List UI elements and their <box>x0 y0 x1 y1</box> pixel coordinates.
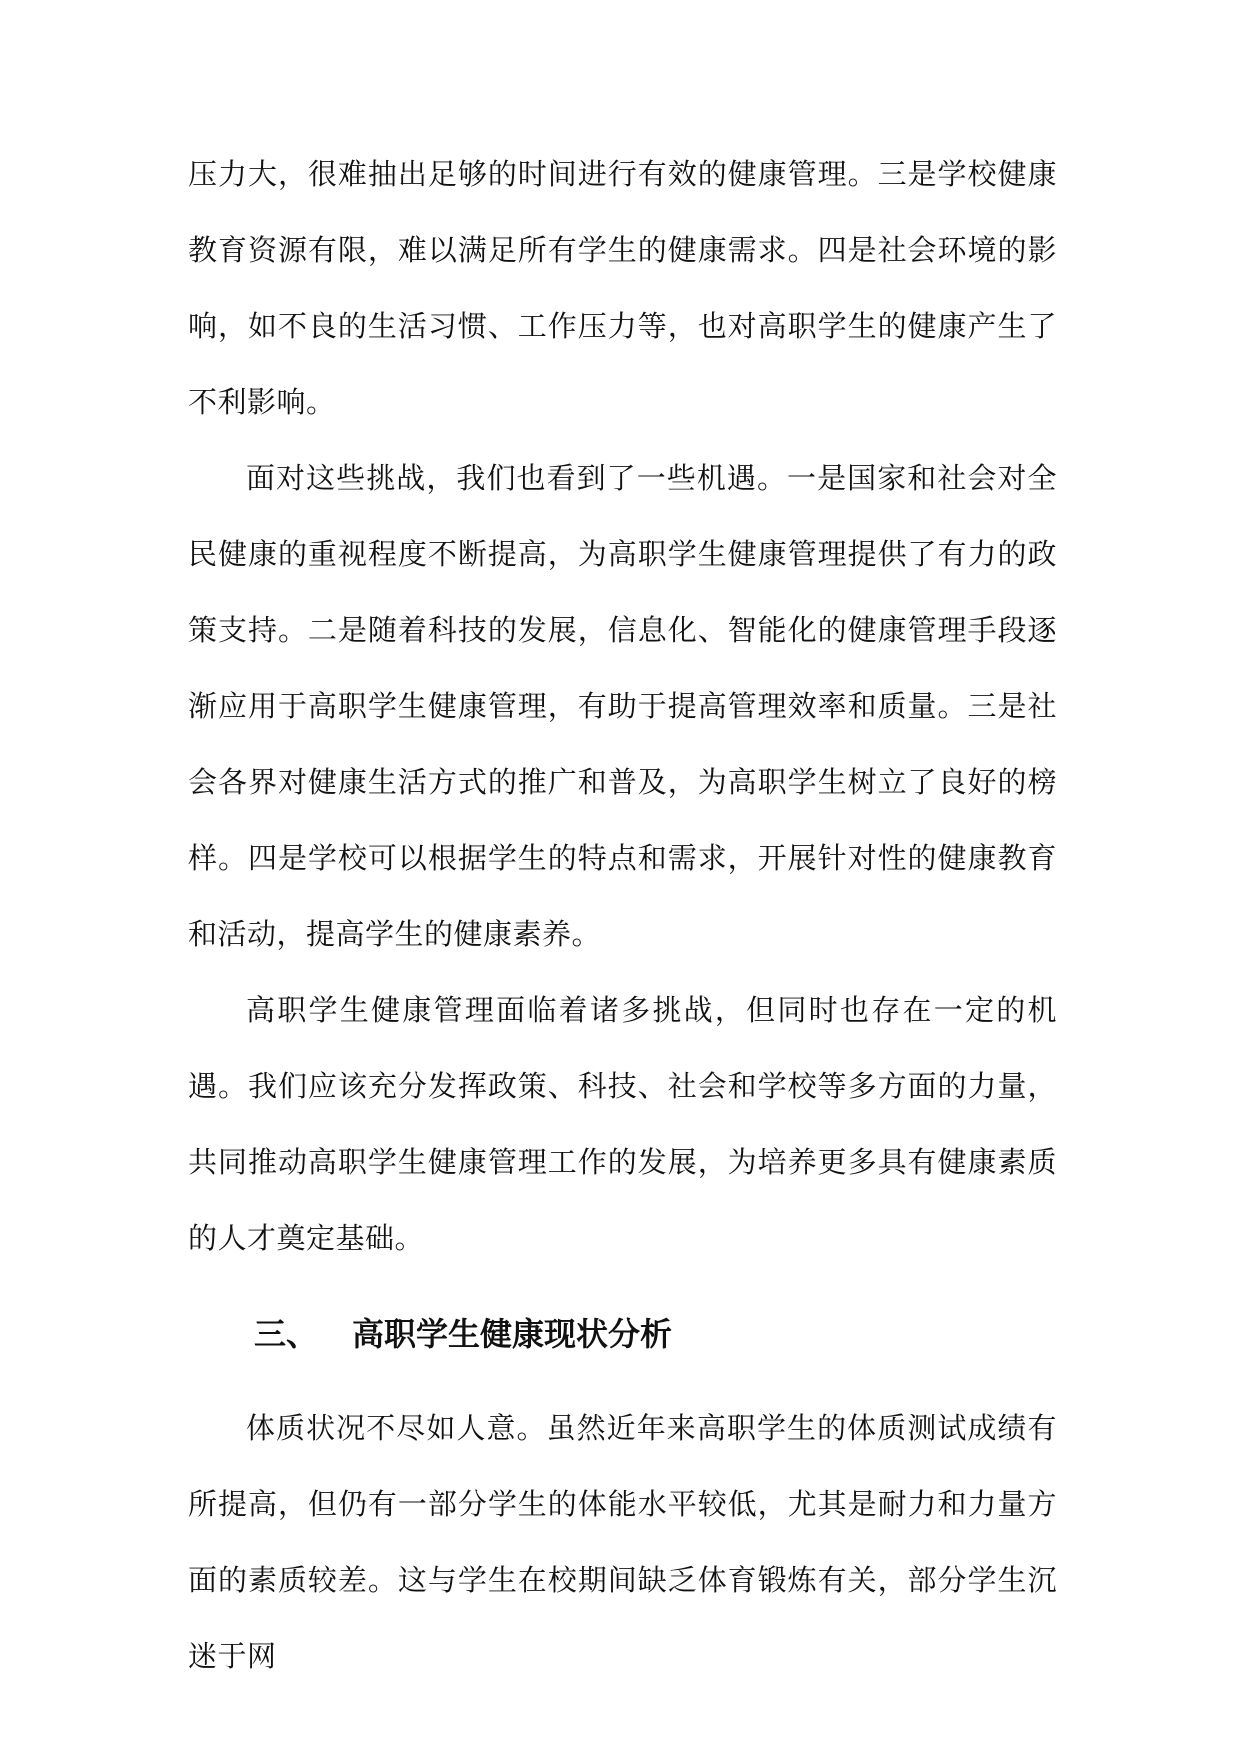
paragraph-summary: 高职学生健康管理面临着诸多挑战，但同时也存在一定的机遇。我们应该充分发挥政策、科技、社会和学校等多方面的力量，共同推动高职学生健康管理工作的发展，为培养更多具有健康素质的人才奠定基础。 <box>188 993 1057 1255</box>
paragraph-physical-condition: 体质状况不尽如人意。虽然近年来高职学生的体质测试成绩有所提高，但仍有一部分学生的体能水平较低，尤其是耐力和力量方面的素质较差。这与学生在校期间缺乏体育锻炼有关，部分学生沉迷于网 <box>188 1411 1057 1673</box>
paragraph-opportunities: 面对这些挑战，我们也看到了一些机遇。一是国家和社会对全民健康的重视程度不断提高，为高职学生健康管理提供了有力的政策支持。二是随着科技的发展，信息化、智能化的健康管理手段逐渐应用于高职学生健康管理，有助于提高管理效率和质量。三是社会各界对健康生活方式的推广和普及，为高职学生树立了良好的榜样。四是学校可以根据学生的特点和需求，开展针对性的健康教育和活动，提高学生的健康素养。 <box>188 461 1057 951</box>
section-heading <box>254 1314 672 1354</box>
section-number: 三、 <box>254 1315 319 1353</box>
section-title: 高职学生健康现状分析 <box>352 1315 673 1353</box>
paragraph-continued: 压力大，很难抽出足够的时间进行有效的健康管理。三是学校健康教育资源有限，难以满足所有学生的健康需求。四是社会环境的影响，如不良的生活习惯、工作压力等，也对高职学生的健康产生了不利影响。 <box>188 157 1057 419</box>
